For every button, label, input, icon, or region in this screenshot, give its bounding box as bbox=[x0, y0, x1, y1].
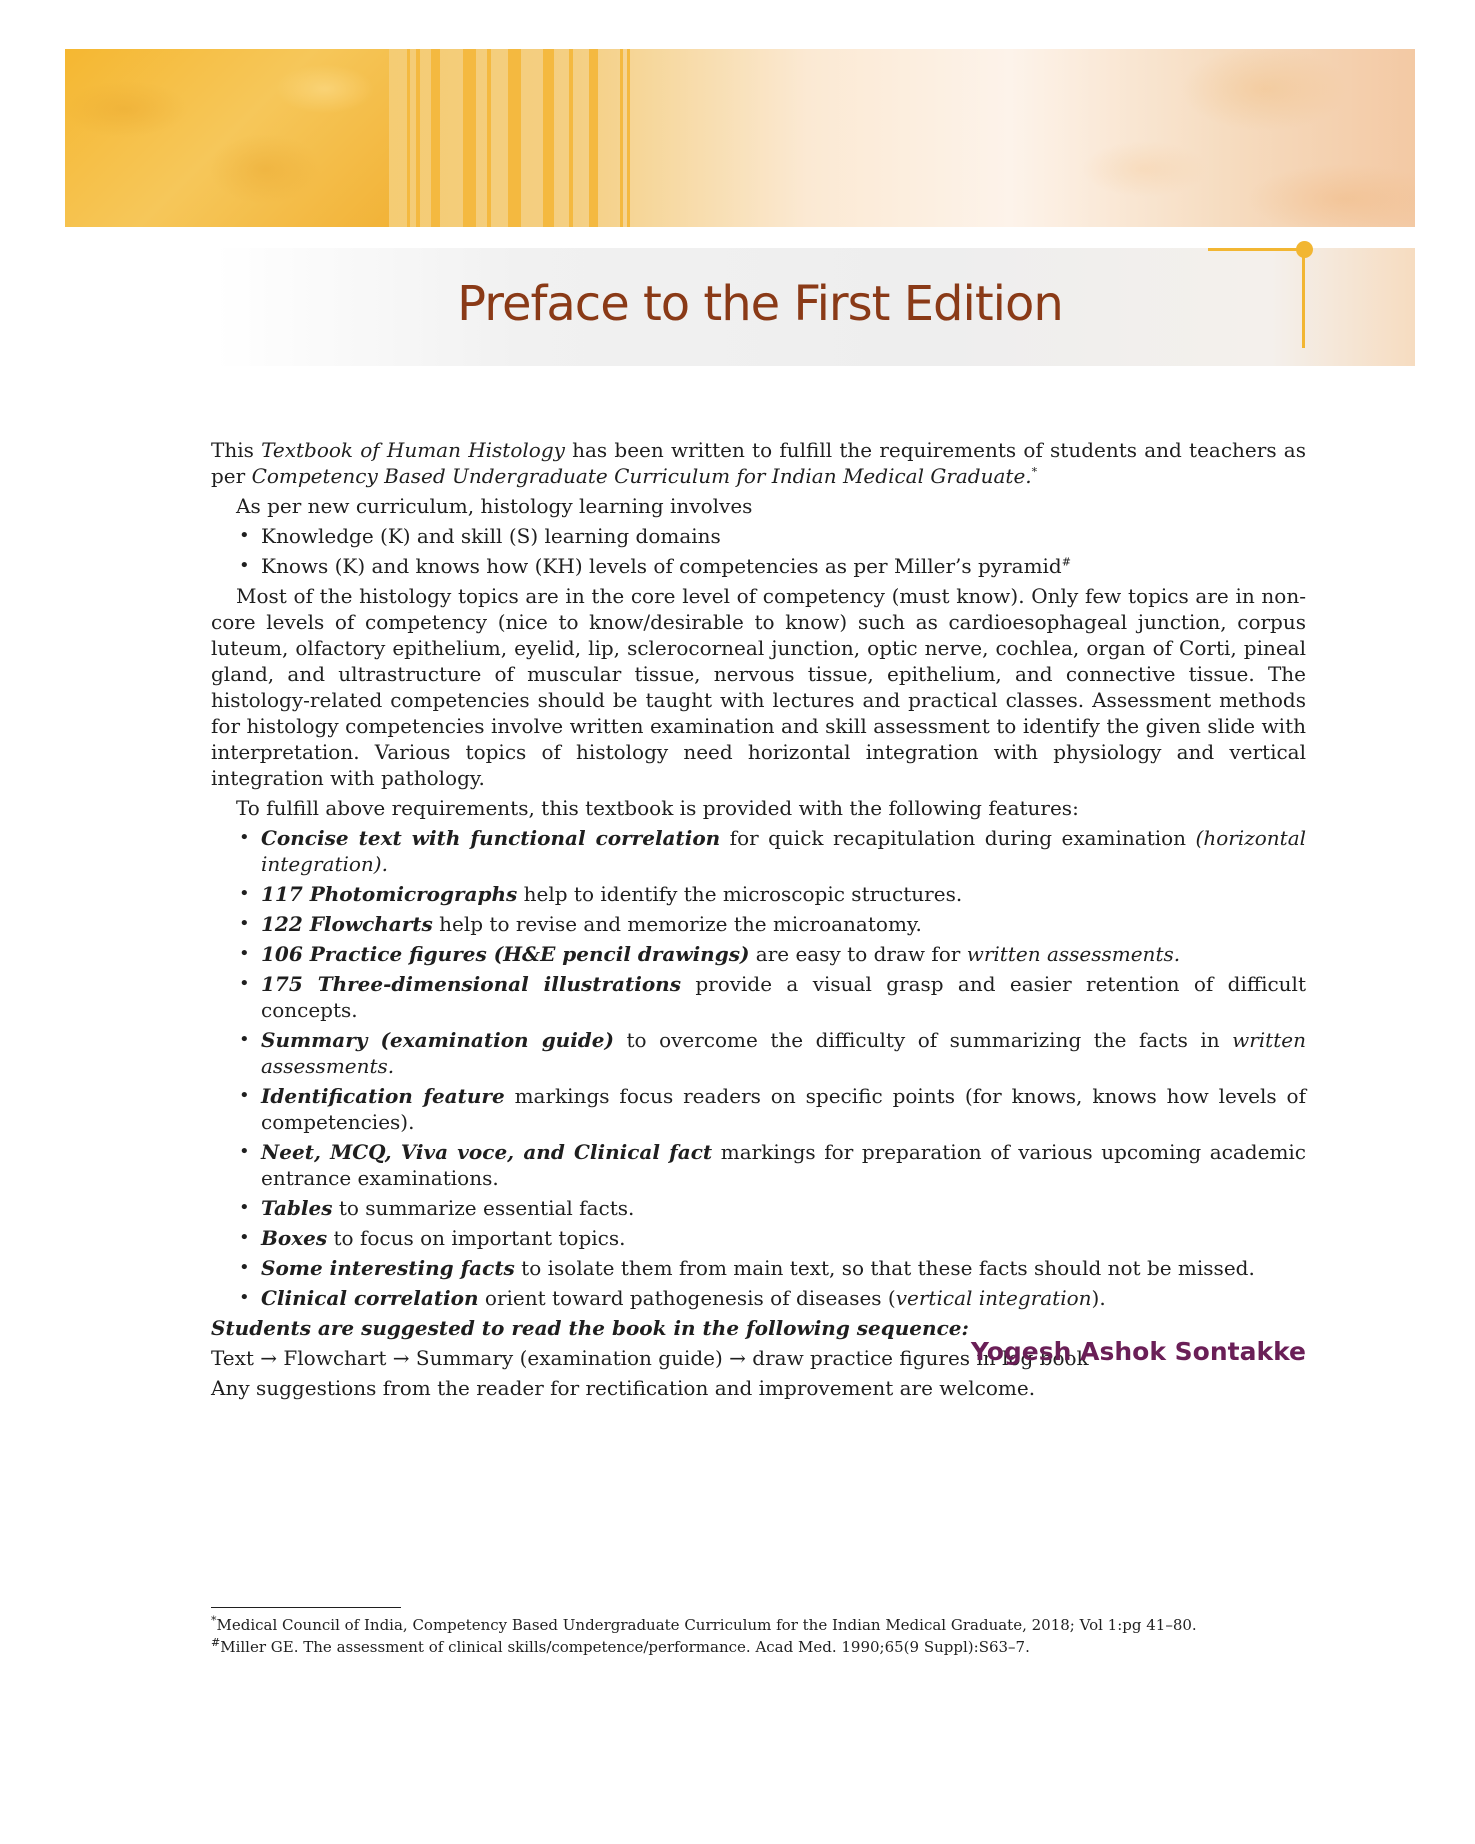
banner-stripe bbox=[487, 49, 491, 227]
header-banner bbox=[65, 49, 1415, 227]
author-name: Yogesh Ashok Sontakke bbox=[970, 1337, 1306, 1366]
banner-stripe bbox=[627, 49, 630, 227]
feature-item bbox=[211, 825, 1306, 877]
feature-text: markings for preparation of various upcoming academic entrance examinations. bbox=[261, 1140, 1307, 1190]
feature-label: 117 Photomicrographs bbox=[261, 882, 518, 906]
feature-item bbox=[211, 1285, 1306, 1311]
feature-text: to isolate them from main text, so that these facts should not be missed. bbox=[514, 1256, 1255, 1280]
bullet-icon: • bbox=[239, 1085, 250, 1106]
footnote bbox=[211, 1636, 1306, 1658]
footnote-rule bbox=[211, 1607, 401, 1608]
domains-list bbox=[211, 523, 1306, 579]
feature-label: Clinical correlation bbox=[261, 1286, 479, 1310]
list-item bbox=[211, 523, 1306, 549]
corner-ornament bbox=[1208, 248, 1303, 251]
bullet-icon: • bbox=[239, 827, 250, 848]
feature-label: 122 Flowcharts bbox=[261, 912, 433, 936]
feature-item bbox=[211, 1255, 1306, 1281]
bullet-icon: • bbox=[239, 913, 250, 934]
features-intro: To fulfill above requirements, this textbook is provided with the following features: bbox=[236, 796, 1079, 820]
feature-label: Some interesting facts bbox=[261, 1256, 515, 1280]
list-item bbox=[211, 553, 1306, 579]
feature-item bbox=[211, 941, 1306, 967]
footnote-text: Medical Council of India, Competency Based Undergraduate Curriculum for the Indian Medical Graduate, 2018; Vol 1:pg 41–80. bbox=[216, 1616, 1197, 1634]
bullet-icon: • bbox=[239, 883, 250, 904]
bullet-icon: • bbox=[239, 1029, 250, 1050]
feature-text: help to identify the microscopic structures. bbox=[517, 882, 963, 906]
book-title: Textbook of Human Histology bbox=[261, 438, 565, 462]
bullet-icon: • bbox=[239, 1197, 250, 1218]
corner-ornament bbox=[1302, 248, 1305, 348]
banner-texture bbox=[965, 49, 1415, 227]
feature-item bbox=[211, 1027, 1306, 1079]
feature-emphasis: vertical integration bbox=[895, 1286, 1092, 1310]
corner-dot bbox=[1296, 241, 1313, 258]
feature-text: provide a visual grasp and easier retention of difficult concepts. bbox=[261, 972, 1306, 1022]
list-item-text: Knows (K) and knows how (KH) levels of competencies as per Miller’s pyramid bbox=[261, 554, 1062, 578]
banner-stripe bbox=[620, 49, 623, 227]
feature-item bbox=[211, 1195, 1306, 1221]
bullet-icon: • bbox=[239, 1257, 250, 1278]
feature-text-end: ). bbox=[1091, 1286, 1106, 1310]
feature-text: markings focus readers on specific points (for knows, knows how levels of competencies). bbox=[261, 1084, 1306, 1134]
feature-text: are easy to draw for bbox=[749, 942, 967, 966]
sequence-line: Text → Flowchart → Summary (examination guide) → draw practice figures in log book bbox=[211, 1346, 1089, 1370]
footnote bbox=[211, 1614, 1306, 1636]
bullet-icon: • bbox=[239, 1227, 250, 1248]
banner-stripe bbox=[508, 49, 521, 227]
feature-item bbox=[211, 1083, 1306, 1135]
preface-body bbox=[211, 437, 1306, 1405]
feature-text: to overcome the difficulty of summarizing the facts in bbox=[613, 1028, 1233, 1052]
feature-label: 175 Three-dimensional illustrations bbox=[261, 972, 681, 996]
feature-item bbox=[211, 911, 1306, 937]
bullet-icon: • bbox=[239, 973, 250, 994]
feature-item bbox=[211, 971, 1306, 1023]
feature-label: Tables bbox=[261, 1196, 333, 1220]
curriculum-title: Competency Based Undergraduate Curriculum for Indian Medical Graduate. bbox=[251, 464, 1032, 488]
feature-text: orient toward pathogenesis of diseases ( bbox=[478, 1286, 896, 1310]
feature-text: to summarize essential facts. bbox=[332, 1196, 635, 1220]
bullet-icon: • bbox=[239, 555, 250, 576]
sequence-heading-text: Students are suggested to read the book in the following sequence: bbox=[211, 1316, 969, 1340]
bullet-icon: • bbox=[239, 1287, 250, 1308]
banner-stripe bbox=[543, 49, 554, 227]
banner-stripe bbox=[569, 49, 573, 227]
footnote-mark: * bbox=[1031, 465, 1038, 479]
feature-label: Summary (examination guide) bbox=[261, 1028, 614, 1052]
feature-text: to focus on important topics. bbox=[327, 1226, 626, 1250]
competency-paragraph: Most of the histology topics are in the core level of competency (must know). Only few topics are in non-core levels of competency (nice to know/desirable to know) such as cardioesophageal junction, corpus luteum, olfactory epithelium, eyelid, lip, sclerocorneal junction, optic nerve, cochlea, organ of Corti, pineal gland, and ultrastructure of muscular tissue, nervous tissue, epithelium, and connective tissue. The histology-related competencies should be taught with lectures and practical classes. Assessment methods for histology competencies involve written examination and skill assessment to identify the given slide with interpretation. Various topics of histology need horizontal integration with physiology and vertical integration with pathology. bbox=[211, 584, 1306, 790]
bullet-icon: • bbox=[239, 525, 250, 546]
footnote-mark: # bbox=[211, 1636, 221, 1649]
banner-gold-block bbox=[65, 49, 389, 227]
bullet-icon: • bbox=[239, 943, 250, 964]
footnote-mark: # bbox=[1061, 555, 1071, 569]
feature-label: 106 Practice figures (H&E pencil drawings) bbox=[261, 942, 750, 966]
text-run: has been written to fulfill the requirements of students and teachers as per bbox=[211, 438, 1306, 488]
list-item-text: Knowledge (K) and skill (S) learning domains bbox=[261, 524, 721, 548]
feature-text: for quick recapitulation during examination bbox=[720, 826, 1196, 850]
footnotes bbox=[211, 1614, 1306, 1658]
feature-emphasis: (horizontal integration). bbox=[261, 826, 1307, 876]
feature-item bbox=[211, 881, 1306, 907]
banner-stripe bbox=[589, 49, 598, 227]
feature-label: Neet, MCQ, Viva voce, and Clinical fact bbox=[261, 1140, 713, 1164]
banner-stripe bbox=[416, 49, 420, 227]
feature-text: help to revise and memorize the microanatomy. bbox=[432, 912, 922, 936]
feature-item bbox=[211, 1225, 1306, 1251]
footnote-text: Miller GE. The assessment of clinical skills/competence/performance. Acad Med. 1990;65(9 Suppl):S63–7. bbox=[220, 1638, 1030, 1656]
feature-item bbox=[211, 1139, 1306, 1191]
feature-emphasis: written assessments. bbox=[261, 1028, 1306, 1078]
feature-emphasis: written assessments. bbox=[966, 942, 1181, 966]
curriculum-paragraph: As per new curriculum, histology learning involves bbox=[236, 494, 753, 518]
feature-label: Boxes bbox=[261, 1226, 328, 1250]
page-title: Preface to the First Edition bbox=[457, 276, 1063, 332]
bullet-icon: • bbox=[239, 1141, 250, 1162]
text-run: This bbox=[211, 438, 262, 462]
banner-stripe bbox=[431, 49, 440, 227]
feature-label: Concise text with functional correlation bbox=[261, 826, 721, 850]
suggestions-line: Any suggestions from the reader for rectification and improvement are welcome. bbox=[211, 1376, 1036, 1400]
footnote-mark: * bbox=[211, 1614, 217, 1627]
intro-paragraph bbox=[211, 437, 1306, 489]
banner-stripe bbox=[407, 49, 410, 227]
features-list bbox=[211, 825, 1306, 1311]
banner-stripe bbox=[463, 49, 476, 227]
feature-label: Identification feature bbox=[261, 1084, 505, 1108]
